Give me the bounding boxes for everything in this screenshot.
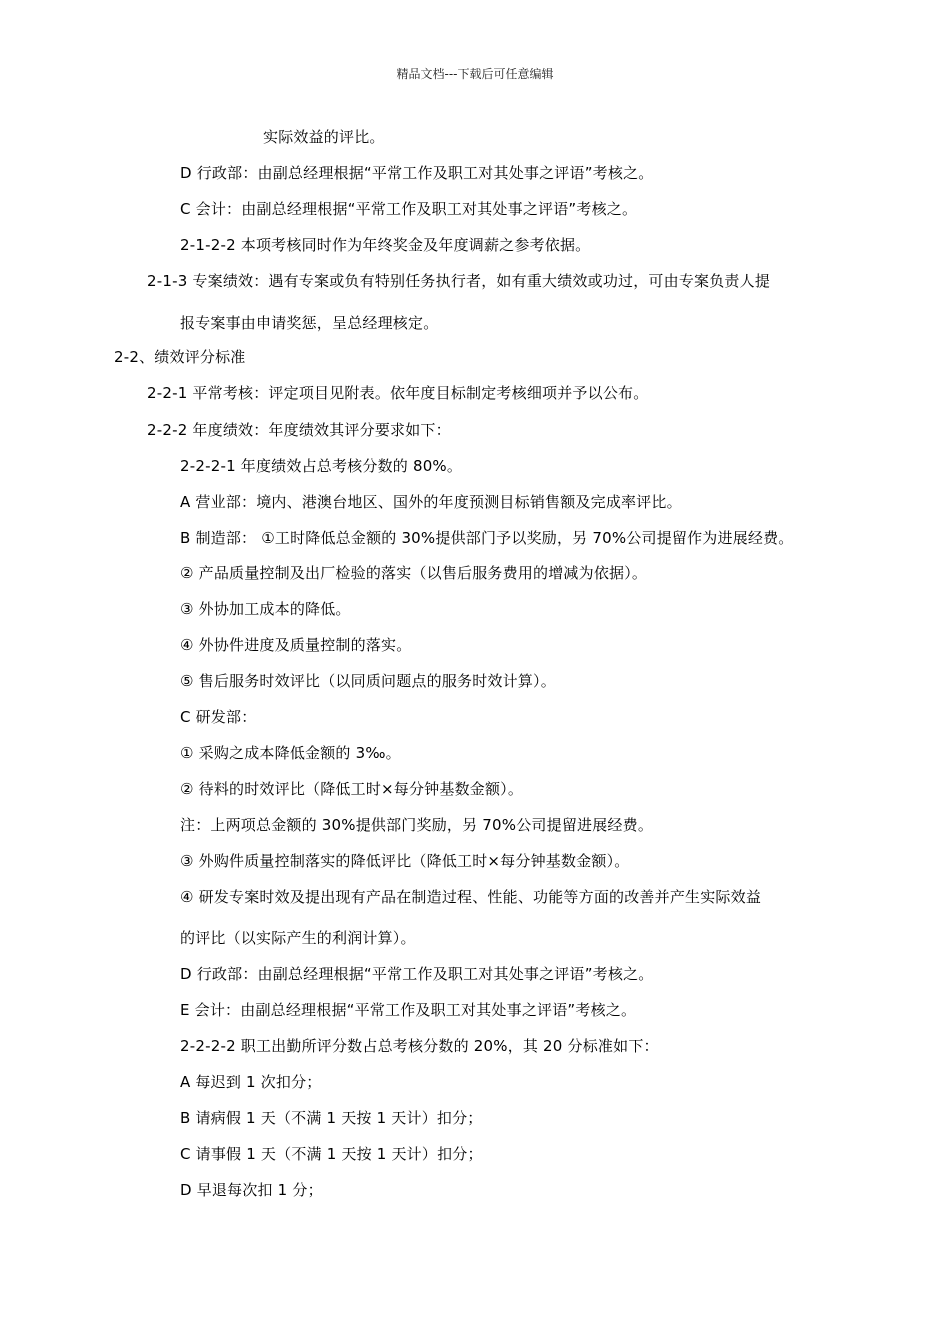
- text-line: 2-1-3 专案绩效：遇有专案或负有特别任务执行者，如有重大绩效或功过，可由专案负责人提: [147, 272, 771, 290]
- text-line: 注：上两项总金额的 30%提供部门奖励，另 70%公司提留进展经费。: [180, 816, 654, 834]
- text-line: 2-2-2-1 年度绩效占总考核分数的 80%。: [180, 457, 463, 475]
- text-line: ② 待料的时效评比（降低工时×每分钟基数金额）。: [180, 780, 524, 798]
- section-heading: 2-2、绩效评分标准: [114, 348, 246, 366]
- text-line: 2-1-2-2 本项考核同时作为年终奖金及年度调薪之参考依据。: [180, 236, 591, 254]
- text-line: C 请事假 1 天（不满 1 天按 1 天计）扣分；: [180, 1145, 483, 1163]
- text-line: ① 采购之成本降低金额的 3‰。: [180, 744, 401, 762]
- page-header: 精品文档---下载后可任意编辑: [396, 67, 554, 81]
- text-line: D 行政部：由副总经理根据“平常工作及职工对其处事之评语”考核之。: [180, 164, 654, 182]
- text-line: 报专案事由申请奖惩，呈总经理核定。: [180, 314, 439, 332]
- text-line: 2-2-2-2 职工出勤所评分数占总考核分数的 20%，其 20 分标准如下：: [180, 1037, 659, 1055]
- text-line: B 请病假 1 天（不满 1 天按 1 天计）扣分；: [180, 1109, 483, 1127]
- text-line: C 研发部：: [180, 708, 257, 726]
- text-line: B 制造部： ①工时降低总金额的 30%提供部门予以奖励，另 70%公司提留作为进展经费。: [180, 529, 794, 547]
- text-line: ② 产品质量控制及出厂检验的落实（以售后服务费用的增减为依据）。: [180, 564, 648, 582]
- text-line: ④ 研发专案时效及提出现有产品在制造过程、性能、功能等方面的改善并产生实际效益: [180, 888, 762, 906]
- text-line: A 每迟到 1 次扣分；: [180, 1073, 322, 1091]
- text-line: ④ 外协件进度及质量控制的落实。: [180, 636, 412, 654]
- text-line: 2-2-2 年度绩效：年度绩效其评分要求如下：: [147, 421, 451, 439]
- text-line: A 营业部：境内、港澳台地区、国外的年度预测目标销售额及完成率评比。: [180, 493, 682, 511]
- text-line: 的评比（以实际产生的利润计算）。: [180, 929, 416, 947]
- text-line: E 会计：由副总经理根据“平常工作及职工对其处事之评语”考核之。: [180, 1001, 637, 1019]
- text-line: D 早退每次扣 1 分；: [180, 1181, 323, 1199]
- text-line: C 会计：由副总经理根据“平常工作及职工对其处事之评语”考核之。: [180, 200, 638, 218]
- text-line: 实际效益的评比。: [263, 128, 385, 146]
- text-line: ⑤ 售后服务时效评比（以同质问题点的服务时效计算）。: [180, 672, 556, 690]
- text-line: D 行政部：由副总经理根据“平常工作及职工对其处事之评语”考核之。: [180, 965, 654, 983]
- text-line: 2-2-1 平常考核：评定项目见附表。依年度目标制定考核细项并予以公布。: [147, 384, 649, 402]
- text-line: ③ 外协加工成本的降低。: [180, 600, 351, 618]
- text-line: ③ 外购件质量控制落实的降低评比（降低工时×每分钟基数金额）。: [180, 852, 630, 870]
